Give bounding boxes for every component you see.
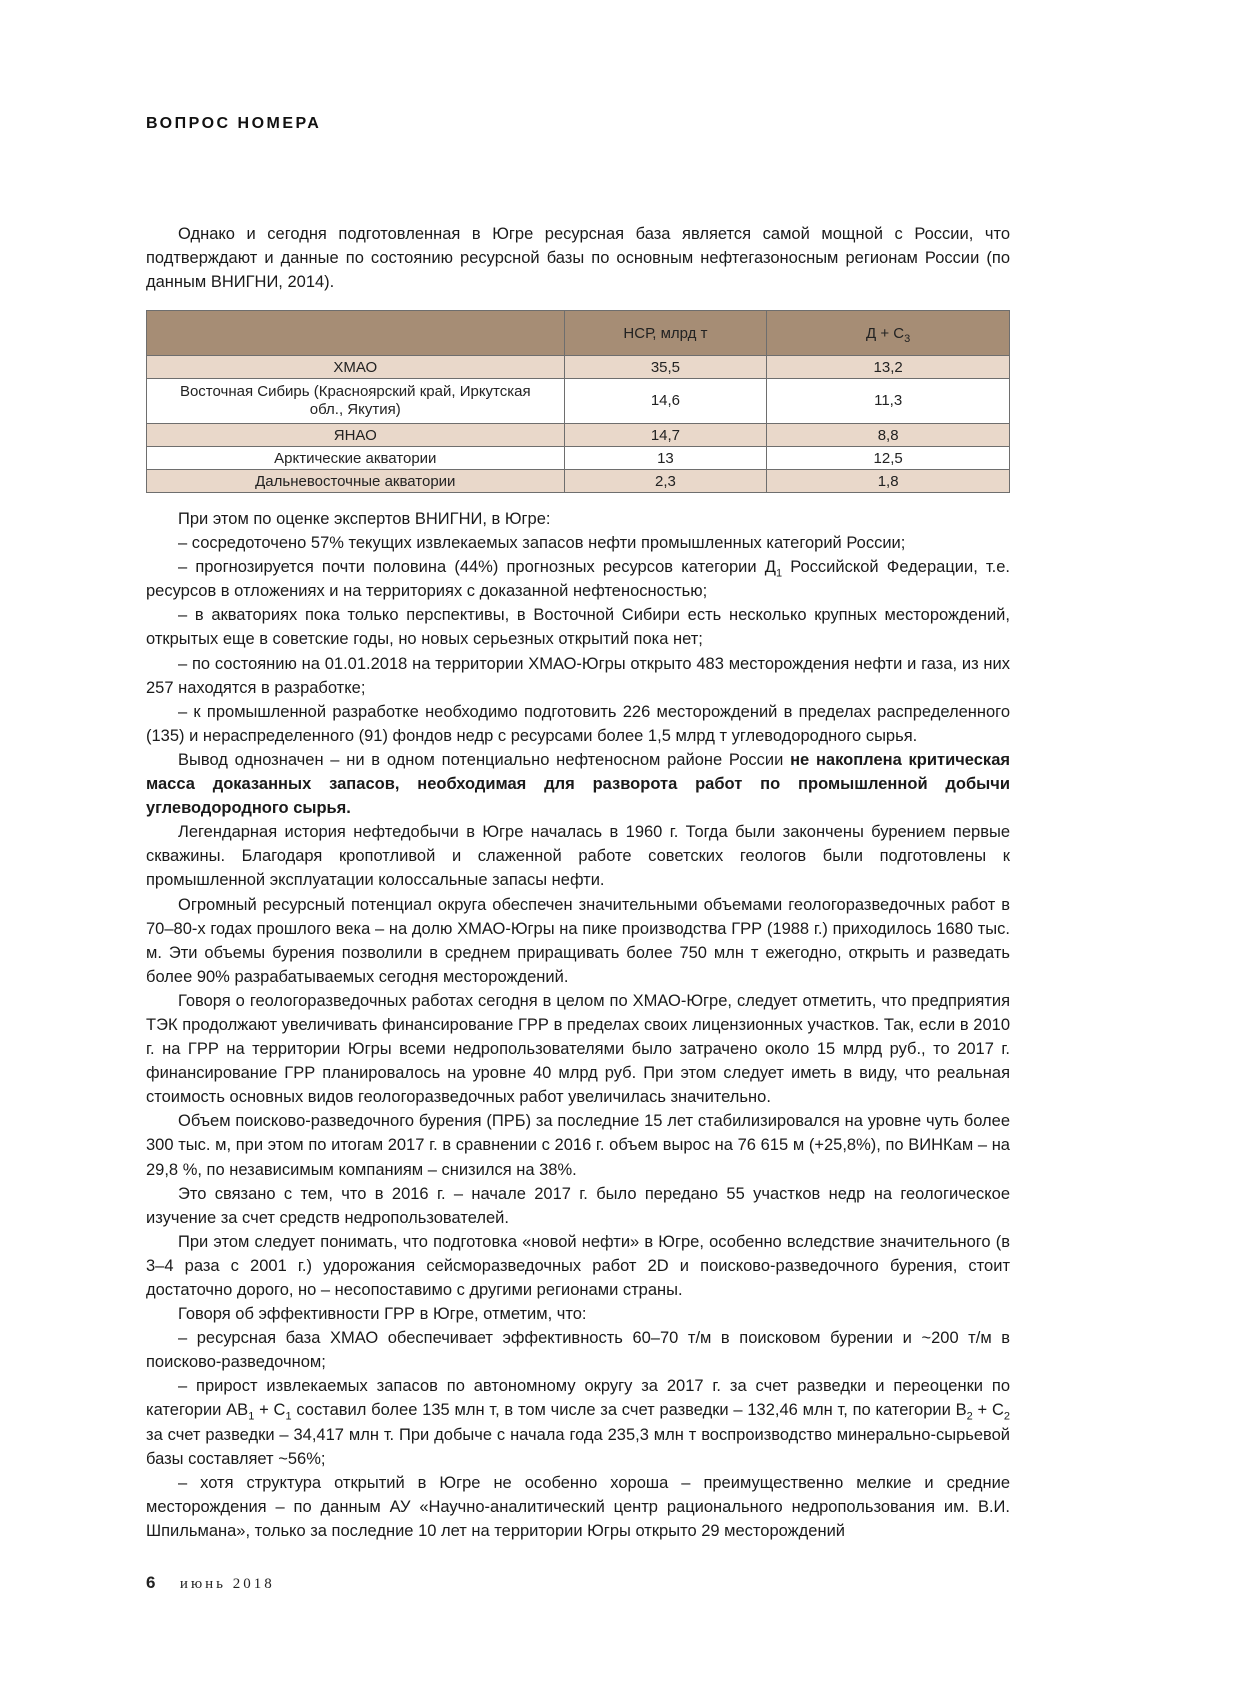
paragraph: Объем поисково-разведочного бурения (ПРБ) за последние 15 лет стабилизировался на уровне чуть более 300 тыс. м, при этом по итогам 2017 г. в сравнении с 2016 г. объем вырос на 76 615 м (+25,8%), по ВИНКам – на 29,8 %, по независимым компаниям – снизился на 38%. xyxy=(146,1112,1010,1179)
table-cell-d: 13,2 xyxy=(767,356,1010,379)
paragraph: – к промышленной разработке необходимо подготовить 226 месторождений в пределах распределенного (135) и нераспределенного (91) фондов недр с ресурсами более 1,5 млрд т углеводородного сырья. xyxy=(146,702,1010,745)
table-header-empty xyxy=(147,311,565,356)
paragraph: Говоря об эффективности ГРР в Югре, отметим, что: xyxy=(178,1305,587,1324)
page-number: 6 xyxy=(146,1573,156,1592)
table-cell-d: 1,8 xyxy=(767,470,1010,493)
table-row xyxy=(147,470,1010,493)
table-cell-nsr: 35,5 xyxy=(564,356,767,379)
table-cell-region: Восточная Сибирь (Красноярский край, Иркутская обл., Якутия) xyxy=(147,379,565,424)
section-label: ВОПРОС НОМЕРА xyxy=(146,115,322,132)
table-cell-d: 8,8 xyxy=(767,424,1010,447)
table-cell-nsr: 14,6 xyxy=(564,379,767,424)
table-cell-nsr: 13 xyxy=(564,447,767,470)
paragraph: – по состоянию на 01.01.2018 на территории ХМАО-Югры открыто 483 месторождения нефти и газа, из них 257 находятся в разработке; xyxy=(146,654,1010,697)
table-header-d: $Д + С_3$ xyxy=(767,311,1010,356)
article-body xyxy=(146,507,1010,1543)
intro-text: Однако и сегодня подготовленная в Югре ресурсная база является самой мощной с России, что подтверждают и данные по состоянию ресурсной базы по основным нефтегазоносным регионам России (по данным ВНИГНИ, 2014). xyxy=(146,225,1010,291)
paragraph: – хотя структура открытий в Югре не особенно хороша – преимущественно мелкие и средние месторождения – по данным АУ «Научно-аналитический центр рационального недропользования им. В.И. Шпильмана», только за последние 10 лет на территории Югры открыто 29 месторождений xyxy=(146,1473,1010,1540)
intro-paragraph xyxy=(146,222,1010,294)
paragraph: Говоря о геологоразведочных работах сегодня в целом по ХМАО-Югре, следует отметить, что предприятия ТЭК продолжают увеличивать финансирование ГРР в пределах своих лицензионных участков. Так, если в 2010 г. на ГРР на территории Югры всеми недропользователями было затрачено около 15 млрд руб., то 2017 г. финансирование ГРР планировалось на уровне 40 млрд руб. При этом следует иметь в виду, что реальная стоимость основных видов геологоразведочных работ увеличилась значительно. xyxy=(146,991,1010,1107)
paragraph: Легендарная история нефтедобычи в Югре началась в 1960 г. Тогда были закончены бурением первые скважины. Благодаря кропотливой и слаженной работе советских геологов были подготовлены к промышленной эксплуатации колоссальные запасы нефти. xyxy=(146,823,1010,890)
paragraph: – в акваториях пока только перспективы, в Восточной Сибири есть несколько крупных месторождений, открытых еще в советские годы, но новых серьезных открытий пока нет; xyxy=(146,606,1010,649)
paragraph: – ресурсная база ХМАО обеспечивает эффективность 60–70 т/м в поисковом бурении и ~200 т/м в поисково-разведочном; xyxy=(146,1329,1010,1372)
table-cell-region: ХМАО xyxy=(147,356,565,379)
table-header-nsr: НСР, млрд т xyxy=(564,311,767,356)
paragraph: – прирост извлекаемых запасов по автономному округу за 2017 г. за счет разведки и переоценки по категории $АВ_1 + С_1$ составил более 135 млн т, в том числе за счет разведки – 132,46 млн т, по категории $В_2 + С_2$ за счет разведки – 34,417 млн т. При добыче с начала года 235,3 млн т воспроизводство минерально-сырьевой базы составляет ~56%; xyxy=(146,1377,1010,1468)
paragraph: Огромный ресурсный потенциал округа обеспечен значительными объемами геологоразведочных работ в 70–80-х годах прошлого века – на долю ХМАО-Югры на пике производства ГРР (1988 г.) приходилось 1680 тыс. м. Эти объемы бурения позволили в среднем приращивать более 750 млн т ежегодно, открыть и разведать более 90% разрабатываемых сегодня месторождений. xyxy=(146,895,1010,986)
paragraph: – сосредоточено 57% текущих извлекаемых запасов нефти промышленных категорий России; xyxy=(178,534,906,553)
paragraph: Это связано с тем, что в 2016 г. – начале 2017 г. было передано 55 участков недр на геологическое изучение за счет средств недропользователей. xyxy=(146,1184,1010,1227)
table-row xyxy=(147,424,1010,447)
table-cell-region: ЯНАО xyxy=(147,424,565,447)
bold-conclusion: не накоплена критическая масса доказанных запасов, необходимая для разворота работ по промышленной добычи углеводородного сырья. xyxy=(146,750,1010,818)
table-row xyxy=(147,379,1010,424)
table-cell-d: 11,3 xyxy=(767,379,1010,424)
paragraph: При этом следует понимать, что подготовка «новой нефти» в Югре, особенно вследствие значительного (в 3–4 раза с 2001 г.) удорожания сейсморазведочных работ 2D и поисково-разведочного бурения, стоит достаточно дорого, но – несопоставимо с другими регионами страны. xyxy=(146,1232,1010,1299)
table-cell-d: 12,5 xyxy=(767,447,1010,470)
page-footer xyxy=(146,1573,275,1593)
table-cell-region: Арктические акватории xyxy=(147,447,565,470)
table-row xyxy=(147,447,1010,470)
paragraph: – прогнозируется почти половина (44%) прогнозных ресурсов категории $Д_1$ Российской Федерации, т.е. ресурсов в отложениях и на территориях с доказанной нефтеносностью; xyxy=(146,558,1011,601)
table-row xyxy=(147,356,1010,379)
resource-table xyxy=(146,310,1010,493)
table-header-row xyxy=(147,311,1010,356)
paragraph: При этом по оценке экспертов ВНИГНИ, в Югре: xyxy=(178,510,551,528)
table-cell-nsr: 14,7 xyxy=(564,424,767,447)
issue-date: июнь 2018 xyxy=(179,1576,275,1592)
paragraph: Вывод однозначен – ни в одном потенциально нефтеносном районе России не накоплена критическая масса доказанных запасов, необходимая для разворота работ по промышленной добычи углеводородного сырья. xyxy=(146,750,1010,818)
table-cell-region: Дальневосточные акватории xyxy=(147,470,565,493)
table-cell-nsr: 2,3 xyxy=(564,470,767,493)
